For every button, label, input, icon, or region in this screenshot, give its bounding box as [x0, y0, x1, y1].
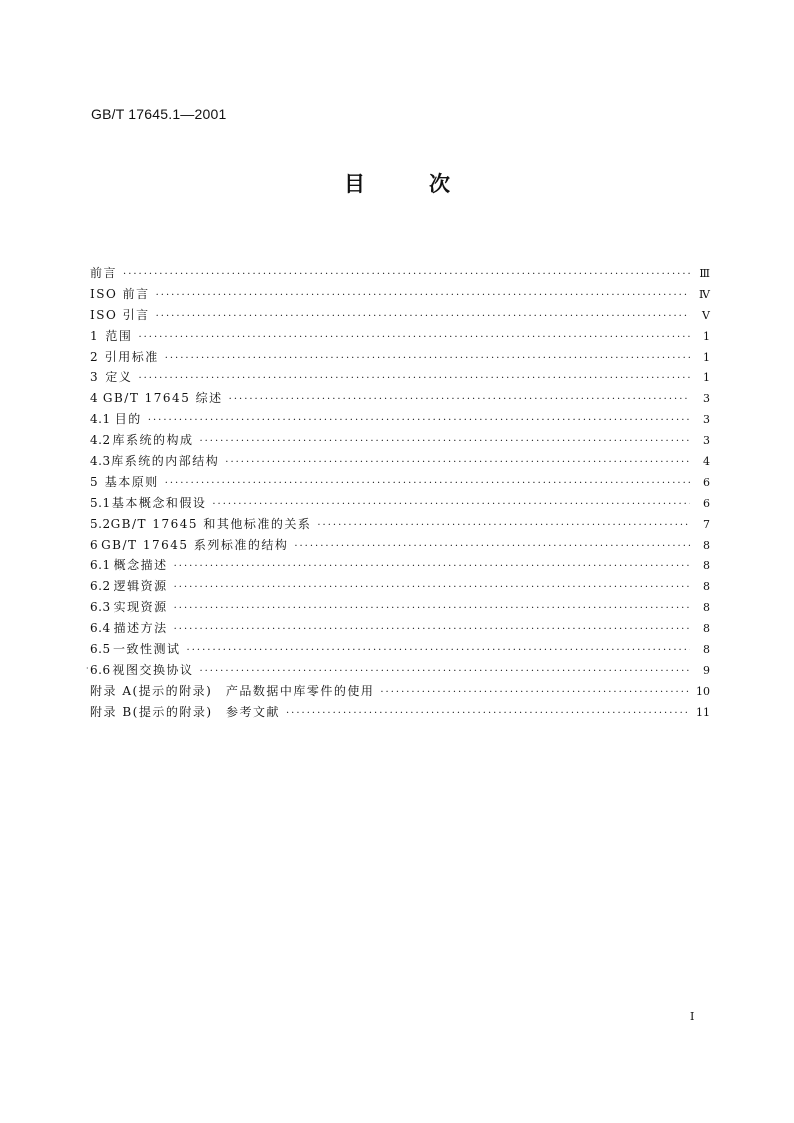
toc-page: 8 [703, 580, 710, 594]
toc-number: 6.4 [90, 621, 111, 636]
toc-page: 9 [703, 663, 710, 677]
toc-entry-4-1[interactable] [90, 409, 710, 430]
toc-label: 范围 [105, 328, 133, 343]
page-number: I [690, 1010, 695, 1023]
toc-label: 概念描述 [113, 558, 168, 573]
toc-leader [138, 328, 690, 349]
toc-page: 1 [703, 350, 710, 364]
toc-page: 10 [696, 684, 710, 698]
toc-number: 4 [90, 391, 99, 406]
toc-leader [148, 411, 690, 432]
toc-leader [165, 349, 690, 370]
page-title [0, 168, 794, 198]
toc-label: 目的 [114, 412, 142, 427]
toc-leader [229, 390, 690, 411]
scan-speck: · [86, 664, 89, 673]
toc-page: 3 [703, 392, 710, 406]
toc-leader [156, 307, 690, 328]
table-of-contents [90, 263, 710, 723]
toc-number: 4.2 [90, 433, 111, 448]
toc-page: 4 [703, 455, 710, 469]
toc-entry-annex-b[interactable] [90, 702, 710, 723]
document-id: GB/T 17645.1—2001 [91, 106, 227, 122]
toc-leader [174, 620, 690, 641]
toc-label: 描述方法 [113, 621, 168, 636]
toc-entry-iso-introduction[interactable] [90, 305, 710, 326]
toc-entry-6-1[interactable] [90, 555, 710, 576]
toc-leader [380, 683, 690, 704]
toc-leader [156, 286, 690, 307]
toc-leader [286, 704, 690, 725]
toc-number: 6.5 [90, 642, 111, 657]
toc-page: 8 [703, 622, 710, 636]
toc-entry-5[interactable] [90, 472, 710, 493]
toc-label: 附录 A(提示的附录) 产品数据中库零件的使用 [90, 683, 375, 698]
toc-number: 6.3 [90, 600, 111, 615]
toc-entry-4-3[interactable] [90, 451, 710, 472]
toc-leader [225, 453, 690, 474]
toc-number: 2 [90, 349, 99, 364]
toc-entry-3[interactable] [90, 367, 710, 388]
toc-label: GB/T 17645 和其他标准的关系 [110, 516, 312, 531]
toc-page: 3 [703, 434, 710, 448]
toc-label: 定义 [105, 370, 133, 385]
toc-label: GB/T 17645 系列标准的结构 [101, 537, 289, 552]
toc-leader [199, 662, 690, 683]
toc-entry-6-3[interactable] [90, 597, 710, 618]
toc-leader [199, 432, 690, 453]
toc-number: 6 [90, 537, 99, 552]
toc-number: 4.3 [90, 454, 111, 469]
toc-leader [174, 599, 690, 620]
toc-label: 基本原则 [104, 474, 159, 489]
toc-label: 逻辑资源 [113, 579, 168, 594]
toc-leader [123, 265, 690, 286]
toc-page: 8 [703, 538, 710, 552]
toc-number: 6.6 [90, 662, 111, 677]
toc-page: Ⅳ [699, 287, 710, 301]
toc-leader [187, 641, 690, 662]
toc-label: 库系统的内部结构 [111, 454, 220, 469]
toc-page: Ⅴ [702, 308, 710, 322]
toc-label: ISO 引言 [90, 307, 150, 322]
toc-page: 6 [703, 475, 710, 489]
toc-page: 1 [703, 329, 710, 343]
toc-leader [212, 495, 690, 516]
toc-leader [165, 474, 690, 495]
toc-label: 实现资源 [113, 600, 168, 615]
toc-entry-iso-foreword[interactable] [90, 284, 710, 305]
toc-page: 8 [703, 559, 710, 573]
toc-leader [174, 557, 690, 578]
toc-leader [138, 369, 690, 390]
toc-label: 前言 [90, 266, 118, 280]
toc-number: 5.1 [90, 495, 111, 510]
toc-entry-5-1[interactable] [90, 493, 710, 514]
toc-entry-1[interactable] [90, 326, 710, 347]
toc-label: 视图交换协议 [112, 662, 194, 677]
toc-entry-2[interactable] [90, 347, 710, 368]
toc-entry-6-4[interactable] [90, 618, 710, 639]
toc-entry-6-6[interactable] [90, 660, 710, 681]
toc-entry-foreword[interactable] [90, 263, 710, 284]
toc-page: 6 [703, 496, 710, 510]
title-char-1: 目 [344, 172, 365, 196]
toc-page: 7 [703, 517, 710, 531]
toc-number: 3 [90, 370, 99, 385]
toc-page: Ⅲ [699, 267, 710, 280]
toc-page: 3 [703, 413, 710, 427]
toc-page: 8 [703, 643, 710, 657]
toc-label: 库系统的构成 [112, 433, 194, 448]
toc-leader [174, 578, 690, 599]
toc-label: GB/T 17645 综述 [102, 391, 223, 406]
toc-label: 引用标准 [104, 349, 159, 364]
toc-page: 11 [696, 705, 710, 719]
toc-entry-6-2[interactable] [90, 576, 710, 597]
toc-entry-4-2[interactable] [90, 430, 710, 451]
toc-page: 8 [703, 601, 710, 615]
toc-entry-annex-a[interactable] [90, 681, 710, 702]
toc-number: 6.2 [90, 579, 111, 594]
toc-label: 附录 B(提示的附录) 参考文献 [90, 704, 280, 719]
toc-number: 4.1 [90, 412, 111, 427]
toc-entry-6[interactable] [90, 535, 710, 556]
title-char-2: 次 [429, 172, 450, 196]
toc-number: 5.2 [90, 516, 111, 531]
toc-leader [294, 537, 690, 558]
toc-page: 1 [703, 371, 710, 385]
toc-label: 一致性测试 [113, 642, 181, 657]
toc-entry-5-2[interactable] [90, 514, 710, 535]
toc-number: 5 [90, 474, 99, 489]
toc-number: 1 [90, 328, 99, 343]
toc-leader [317, 516, 690, 537]
toc-label: 基本概念和假设 [111, 495, 207, 510]
toc-number: 6.1 [90, 558, 111, 573]
toc-entry-4[interactable] [90, 388, 710, 409]
toc-label: ISO 前言 [90, 286, 150, 301]
toc-entry-6-5[interactable] [90, 639, 710, 660]
